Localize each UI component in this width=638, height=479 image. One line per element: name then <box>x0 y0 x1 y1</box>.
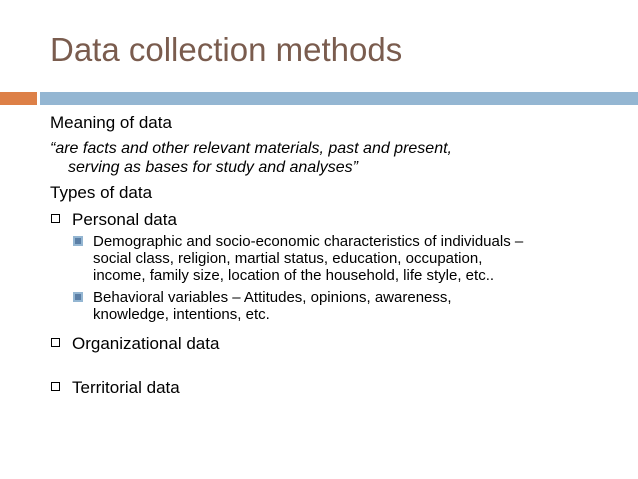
quote-line-2: serving as bases for study and analyses” <box>68 159 358 176</box>
list-item-label: Personal data <box>72 210 177 229</box>
checkbox-bullet-icon <box>51 214 60 223</box>
accent-bar-orange <box>0 92 37 105</box>
square-bullet-icon <box>73 292 83 302</box>
types-heading: Types of data <box>50 183 153 202</box>
quote-line-1: “are facts and other relevant materials, past and present, <box>50 140 452 157</box>
sublist-item-demographic <box>50 233 620 284</box>
list-item-label: Organizational data <box>72 334 220 353</box>
square-bullet-icon <box>73 236 83 246</box>
slide-title: Data collection methods <box>50 31 403 68</box>
sublist-line: social class, religion, martial status, education, occupation, <box>93 250 483 267</box>
checkbox-bullet-icon <box>51 338 60 347</box>
list-item-label: Territorial data <box>72 378 180 397</box>
slide-body <box>50 112 620 398</box>
sublist-line: income, family size, location of the household, life style, etc.. <box>93 267 495 284</box>
definition-quote <box>50 139 620 177</box>
list-item-organizational-data <box>50 333 620 354</box>
sublist-line: Demographic and socio-economic characteristics of individuals – <box>93 233 524 250</box>
list-item-territorial-data <box>50 377 620 398</box>
personal-data-sublist <box>50 233 620 323</box>
accent-bar-blue <box>40 92 638 105</box>
list-item-personal-data <box>50 209 620 230</box>
meaning-heading: Meaning of data <box>50 113 172 132</box>
sublist-item-behavioral <box>50 289 620 323</box>
sublist-line: Behavioral variables – Attitudes, opinions, awareness, <box>93 289 452 306</box>
checkbox-bullet-icon <box>51 382 60 391</box>
sublist-line: knowledge, intentions, etc. <box>93 306 270 323</box>
